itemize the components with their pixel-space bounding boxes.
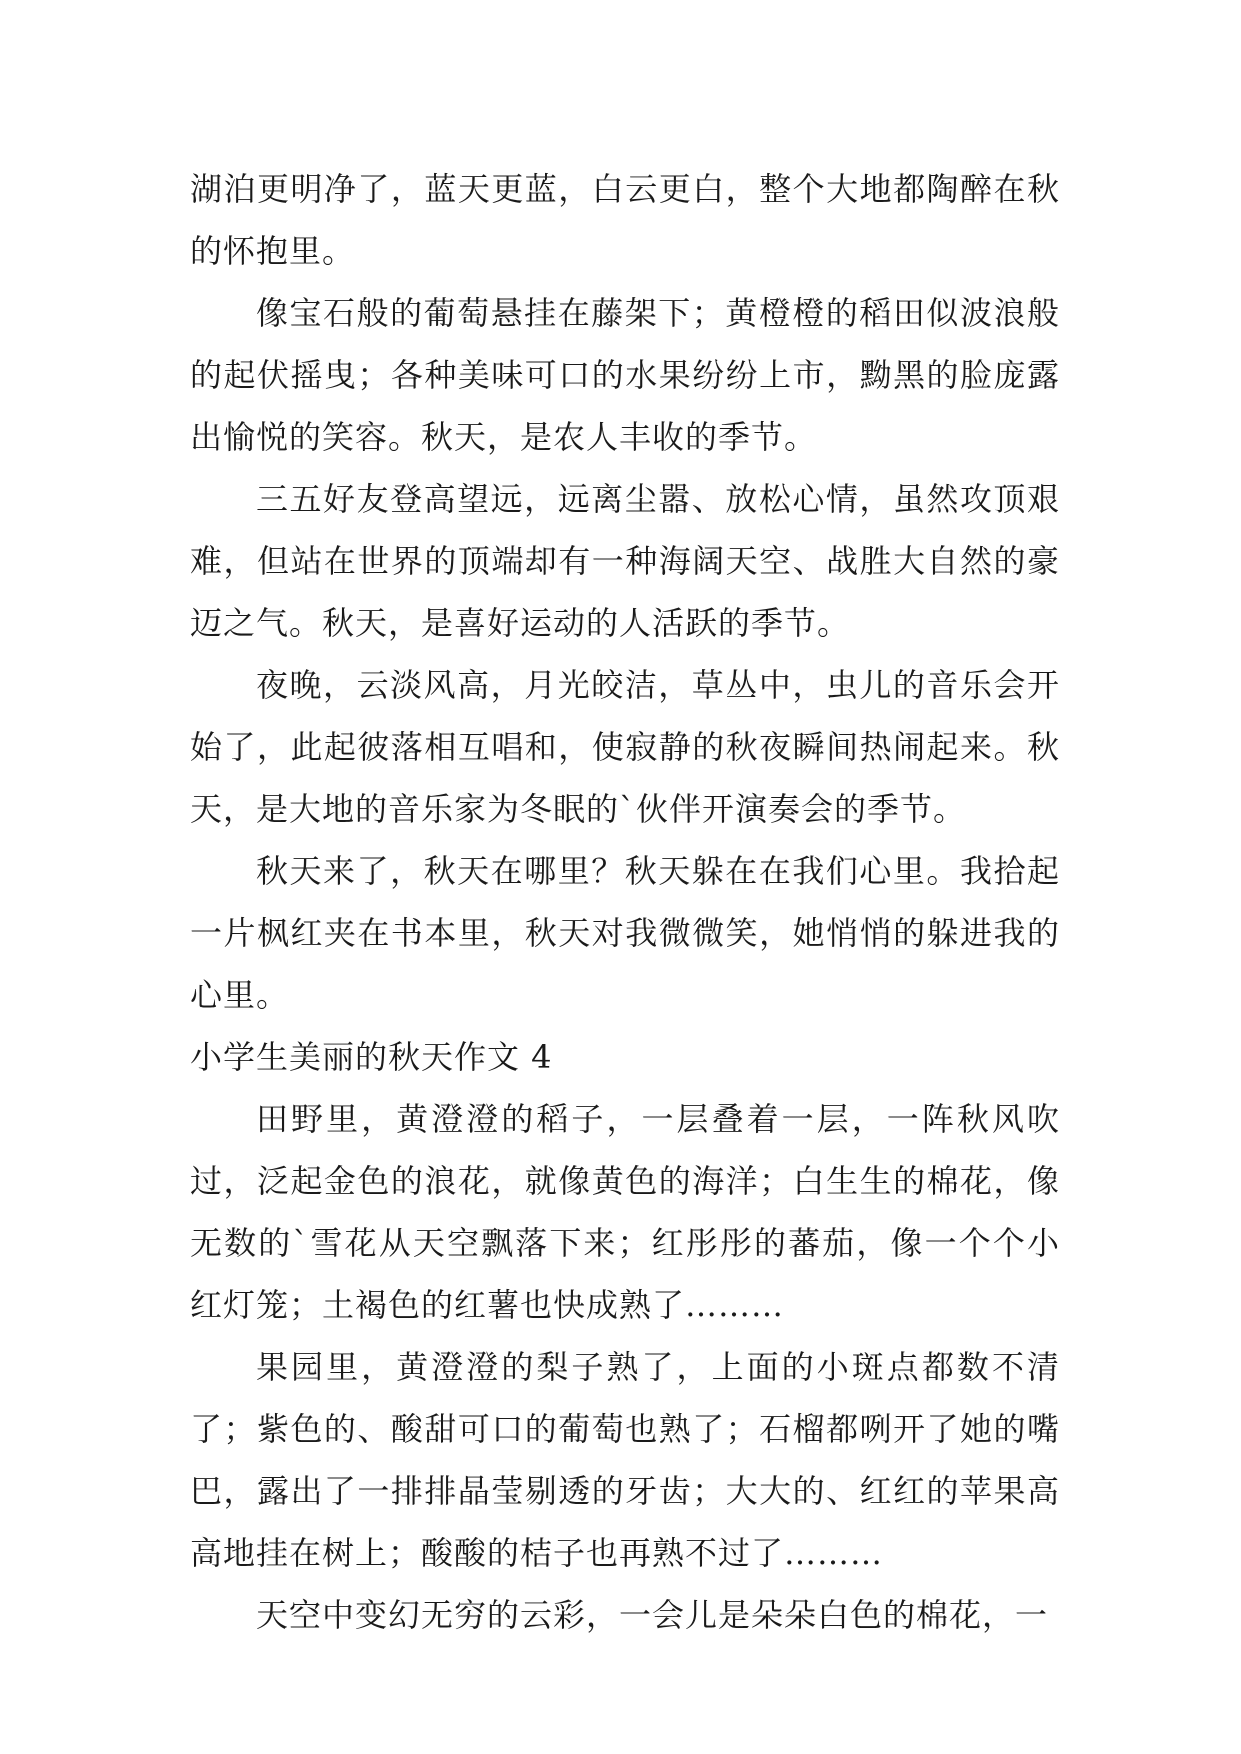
paragraph: 田野里，黄澄澄的稻子，一层叠着一层，一阵秋风吹过，泛起金色的浪花，就像黄色的海洋；白生生的棉花，像无数的`雪花从天空飘落下来；红彤彤的蕃茄，像一个个小红灯笼；土褐色的红薯也快成熟了……… <box>190 1100 1060 1324</box>
document-body <box>190 158 1060 1646</box>
section-heading: 小学生美丽的秋天作文 4 <box>190 1038 553 1076</box>
paragraph: 天空中变幻无穷的云彩，一会儿是朵朵白色的棉花，一 <box>256 1596 1049 1634</box>
paragraph: 秋天来了，秋天在哪里？秋天躲在在我们心里。我拾起一片枫红夹在书本里，秋天对我微微笑，她悄悄的躲进我的心里。 <box>190 852 1060 1014</box>
paragraph: 像宝石般的葡萄悬挂在藤架下；黄橙橙的稻田似波浪般的起伏摇曳；各种美味可口的水果纷纷上市，黝黑的脸庞露出愉悦的笑容。秋天，是农人丰收的季节。 <box>190 294 1060 456</box>
paragraph: 湖泊更明净了，蓝天更蓝，白云更白，整个大地都陶醉在秋的怀抱里。 <box>190 170 1060 270</box>
paragraph: 夜晚，云淡风高，月光皎洁，草丛中，虫儿的音乐会开始了，此起彼落相互唱和，使寂静的秋夜瞬间热闹起来。秋天，是大地的音乐家为冬眠的`伙伴开演奏会的季节。 <box>190 666 1060 828</box>
paragraph: 果园里，黄澄澄的梨子熟了，上面的小斑点都数不清了；紫色的、酸甜可口的葡萄也熟了；石榴都咧开了她的嘴巴，露出了一排排晶莹剔透的牙齿；大大的、红红的苹果高高地挂在树上；酸酸的桔子也再熟不过了……… <box>190 1348 1060 1572</box>
paragraph: 三五好友登高望远，远离尘嚣、放松心情，虽然攻顶艰难，但站在世界的顶端却有一种海阔天空、战胜大自然的豪迈之气。秋天，是喜好运动的人活跃的季节。 <box>190 480 1060 642</box>
